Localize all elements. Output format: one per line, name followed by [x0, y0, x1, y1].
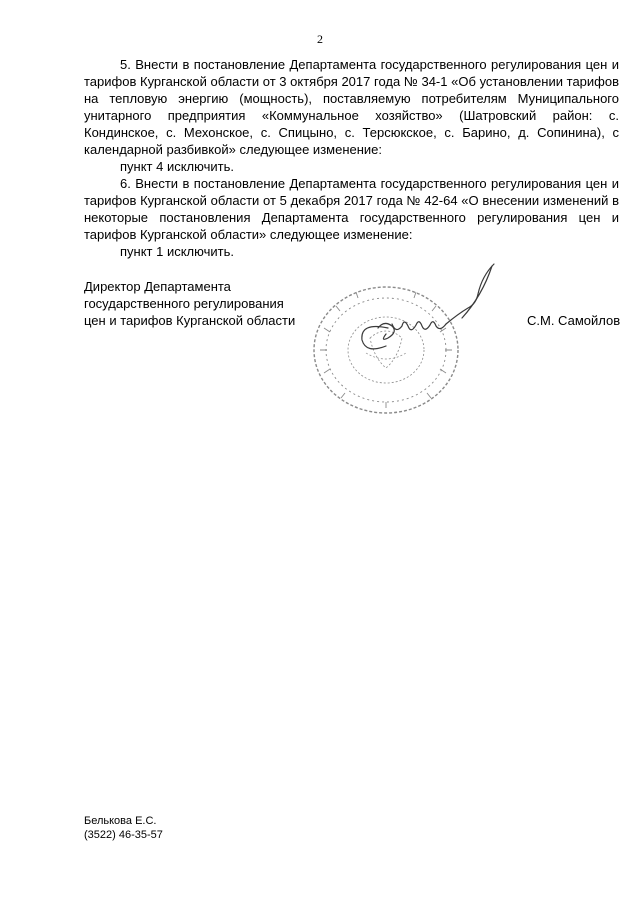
paragraph-6-line: 6. Внести в постановление Департамента государственного регулирования цен и [120, 176, 619, 191]
signatory-position-line: цен и тарифов Курганской области [84, 313, 296, 328]
paragraph-6-line: тарифов Курганской области» следующее изменение: [84, 227, 413, 242]
paragraph-5-line: разбивкой» следующее изменение: [166, 142, 383, 157]
document-body [84, 56, 619, 260]
paragraph-5-line: с. Мехонское, с. Спицыно, с. Терсюкское, с. Барино, д. Сопинина), с календарной [84, 125, 620, 157]
paragraph-6-line: некоторые постановления Департамента государственного регулирования цен и [84, 210, 619, 225]
paragraph-5 [84, 56, 619, 158]
paragraph-6-line: тарифов Курганской области от 5 декабря 2017 года № 42-64 «О внесении изменений в [84, 193, 619, 208]
handwritten-signature-icon [362, 264, 494, 349]
signatory-position-line: государственного регулирования [84, 296, 284, 311]
paragraph-5-line: 5. Внести в постановление Департамента государственного регулирования цен и [120, 57, 619, 72]
seal-icon [314, 287, 458, 413]
official-seal-with-signature [296, 258, 506, 423]
paragraph-5-action: пункт 4 исключить. [120, 159, 234, 174]
page-number: 2 [317, 32, 323, 46]
executor-block [84, 814, 163, 842]
signatory-position-line: Директор Департамента [84, 279, 231, 294]
paragraph-6-action: пункт 1 исключить. [120, 244, 234, 259]
signatory-position [84, 278, 314, 329]
executor-name: Белькова Е.С. [84, 815, 157, 827]
signatory-name: С.М. Самойлов [527, 313, 621, 328]
executor-phone: (3522) 46-35-57 [84, 829, 163, 841]
paragraph-5-line: на тепловую энергию (мощность), поставляемую потребителям Муниципального [84, 91, 619, 106]
paragraph-5-line: тарифов Курганской области от 3 октября 2017 года № 34-1 «Об установлении тарифов [84, 74, 619, 89]
paragraph-5-line: унитарного предприятия «Коммунальное хозяйство» (Шатровский район: с. Кондинское, [84, 108, 619, 140]
paragraph-6 [84, 175, 619, 243]
